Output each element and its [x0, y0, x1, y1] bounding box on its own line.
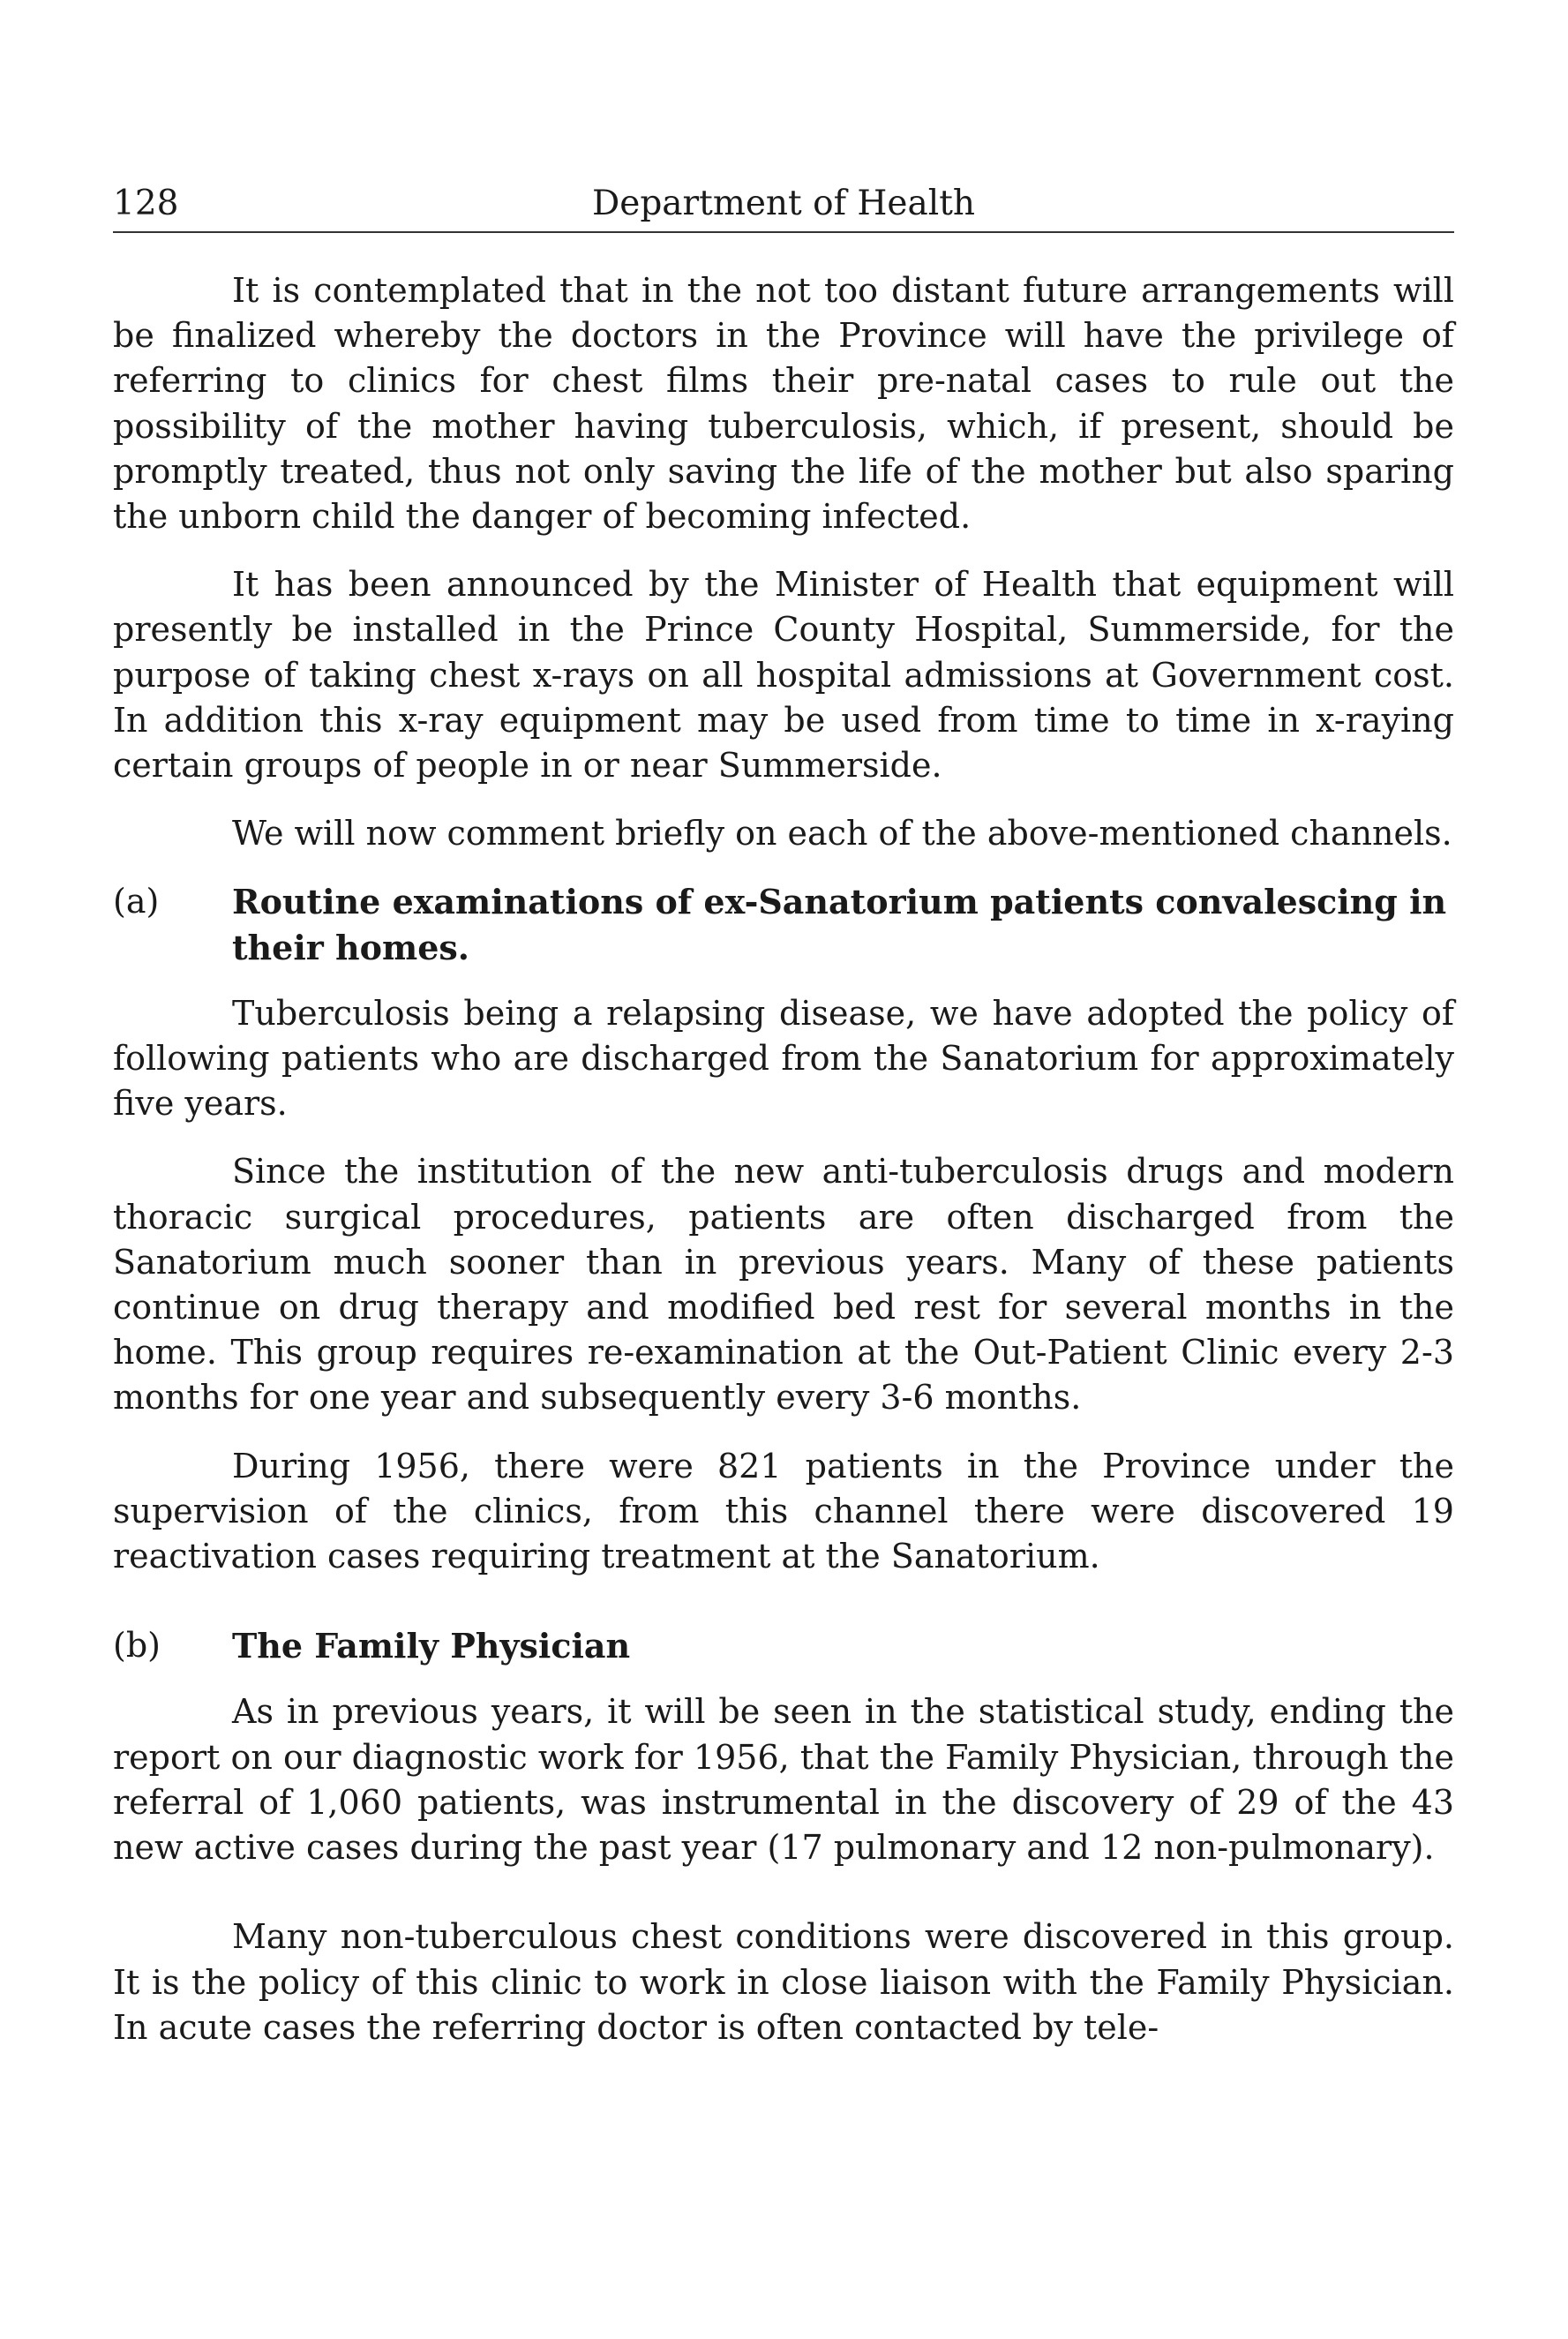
running-head: Department of Health	[591, 184, 976, 223]
paragraph-channels: We will now comment briefly on each of the above-mentioned channels.	[232, 814, 1452, 854]
page-number: 128	[113, 184, 179, 223]
paragraph-family-physician: As in previous years, it will be seen in the statistical study, ending the report on our diagnostic work for 1956, that the Family Physician, through the referral of 1,060 patients, was instrumental in the discovery of 29 of the 43 new active cases during the past year (17 pulmonary and 12 non-pulmonary).	[113, 1692, 1454, 1868]
paragraph-relapsing: Tuberculosis being a relapsing disease, we have adopted the policy of following patients who are discharged from the Sanatorium for approximately five years.	[113, 993, 1454, 1124]
body-text	[113, 268, 1454, 2050]
section-b-heading	[113, 1623, 1454, 1668]
page-header	[113, 177, 1454, 233]
section-a-letter: (a)	[113, 882, 160, 921]
paragraph-drugs: Since the institution of the new anti-tuberculosis drugs and modern thoracic surgical procedures, patients are often discharged from the Sanatorium much sooner than in previous years. Many of these patients continue on drug therapy and modified bed rest for several months in the home. This group requires re-examination at the Out-Patient Clinic every 2-3 months for one year and subsequently every 3-6 months.	[113, 1152, 1454, 1418]
paragraph-summerside: It has been announced by the Minister of Health that equipment will presently be installed in the Prince County Hospital, Summerside, for the purpose of taking chest x-rays on all hospital admissions at Government cost. In addition this x-ray equipment may be used from time to time in x-raying certain groups of people in or near Summerside.	[113, 565, 1454, 786]
paragraph-prenatal: It is contemplated that in the not too distant future arrangements will be finalized whereby the doctors in the Province will have the privilege of referring to clinics for chest films their pre-natal cases to rule out the possibility of the mother having tuberculosis, which, if present, should be promptly treated, thus not only saving the life of the mother but also sparing the unborn child the danger of becoming infected.	[113, 271, 1454, 537]
section-b-letter: (b)	[113, 1626, 161, 1666]
document-page	[113, 177, 1454, 2073]
section-a-heading	[113, 879, 1454, 969]
section-b-title: The Family Physician	[232, 1626, 631, 1666]
section-a-title: Routine examinations of ex-Sanatorium patients convalescing in their homes.	[232, 882, 1447, 967]
paragraph-1956-supervision: During 1956, there were 821 patients in the Province under the supervision of the clinics, from this channel there were discovered 19 reactivation cases requiring treatment at the Sanatorium.	[113, 1446, 1454, 1576]
paragraph-non-tuberculous: Many non-tuberculous chest conditions were discovered in this group. It is the policy of this clinic to work in close liaison with the Family Physician. In acute cases the referring doctor is often contacted by tele-	[113, 1917, 1454, 2047]
